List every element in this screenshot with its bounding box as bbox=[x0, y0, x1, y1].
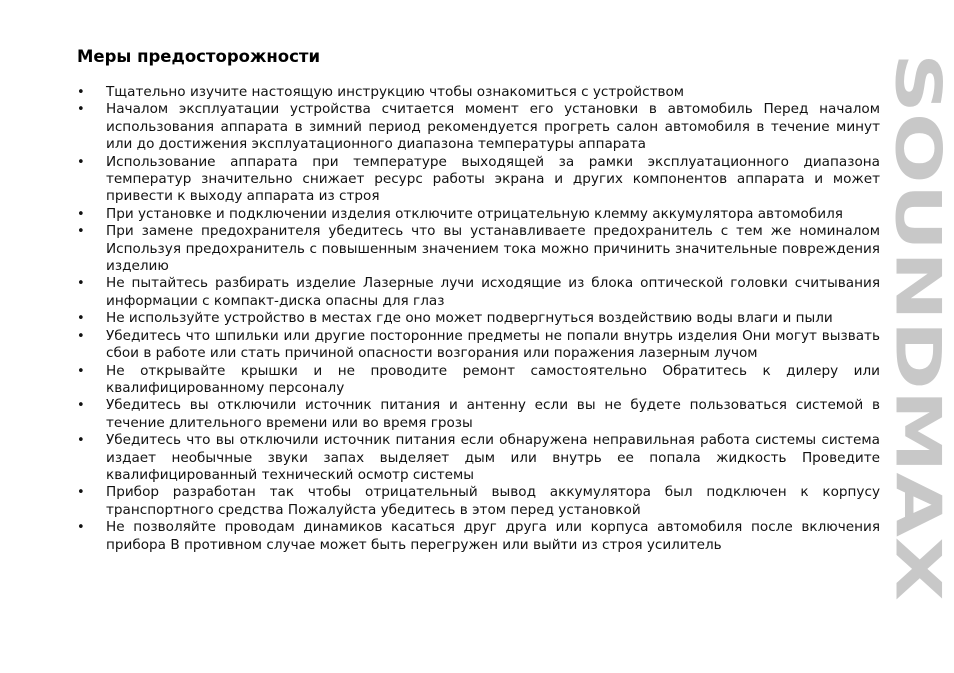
brand-logo-text: SOUNDMAX bbox=[881, 53, 954, 462]
list-item: • Не пытайтесь разбирать изделие Лазерные лучи исходящие из блока оптической головки считывания информации с компакт-диска опасны для глаз bbox=[77, 275, 880, 310]
list-item: • Убедитесь что вы отключили источник питания если обнаружена неправильная работа системы система издает необычные звуки запах выделяет дым или внутрь ее попала жидкость Проведите квалифицированный технический осмотр системы bbox=[77, 432, 880, 484]
list-item: • Не используйте устройство в местах где оно может подвергнуться воздействию воды влаги и пыли bbox=[77, 310, 880, 327]
list-item: • Убедитесь что шпильки или другие посторонние предметы не попали внутрь изделия Они могут вызвать сбои в работе или стать причиной опасности возгорания или поражения лазерным лучом bbox=[77, 328, 880, 363]
list-item: • При установке и подключении изделия отключите отрицательную клемму аккумулятора автомобиля bbox=[77, 206, 880, 223]
list-item: • Убедитесь вы отключили источник питания и антенну если вы не будете пользоваться системой в течение длительного времени или во время грозы bbox=[77, 397, 880, 432]
list-item: • Тщательно изучите настоящую инструкцию чтобы ознакомиться с устройством bbox=[77, 84, 880, 101]
list-item: • Прибор разработан так чтобы отрицательный вывод аккумулятора был подключен к корпусу транспортного средства Пожалуйста убедитесь в этом перед установкой bbox=[77, 484, 880, 519]
list-item: • Не открывайте крышки и не проводите ремонт самостоятельно Обратитесь к дилеру или квалифицированному персоналу bbox=[77, 363, 880, 398]
list-item: • При замене предохранителя убедитесь что вы устанавливаете предохранитель с тем же номиналом Используя предохранитель с повышенным значением тока можно причинить значительные повреждения изделию bbox=[77, 223, 880, 275]
brand-logo bbox=[881, 50, 954, 605]
page-title: Меры предосторожности bbox=[77, 47, 321, 66]
list-item: • Началом эксплуатации устройства считается момент его установки в автомобиль Перед началом использования аппарата в зимний период рекомендуется прогреть салон автомобиля в течение минут или до достижения эксплуатационного диапазона температуры аппарата bbox=[77, 101, 880, 153]
precautions-list bbox=[77, 84, 880, 554]
list-item: • Использование аппарата при температуре выходящей за рамки эксплуатационного диапазона температур значительно снижает ресурс работы экрана и других компонентов аппарата и может привести к выходу аппарата из строя bbox=[77, 154, 880, 206]
list-item: • Не позволяйте проводам динамиков касаться друг друга или корпуса автомобиля после включения прибора В противном случае может быть перегружен или выйти из строя усилитель bbox=[77, 519, 880, 554]
